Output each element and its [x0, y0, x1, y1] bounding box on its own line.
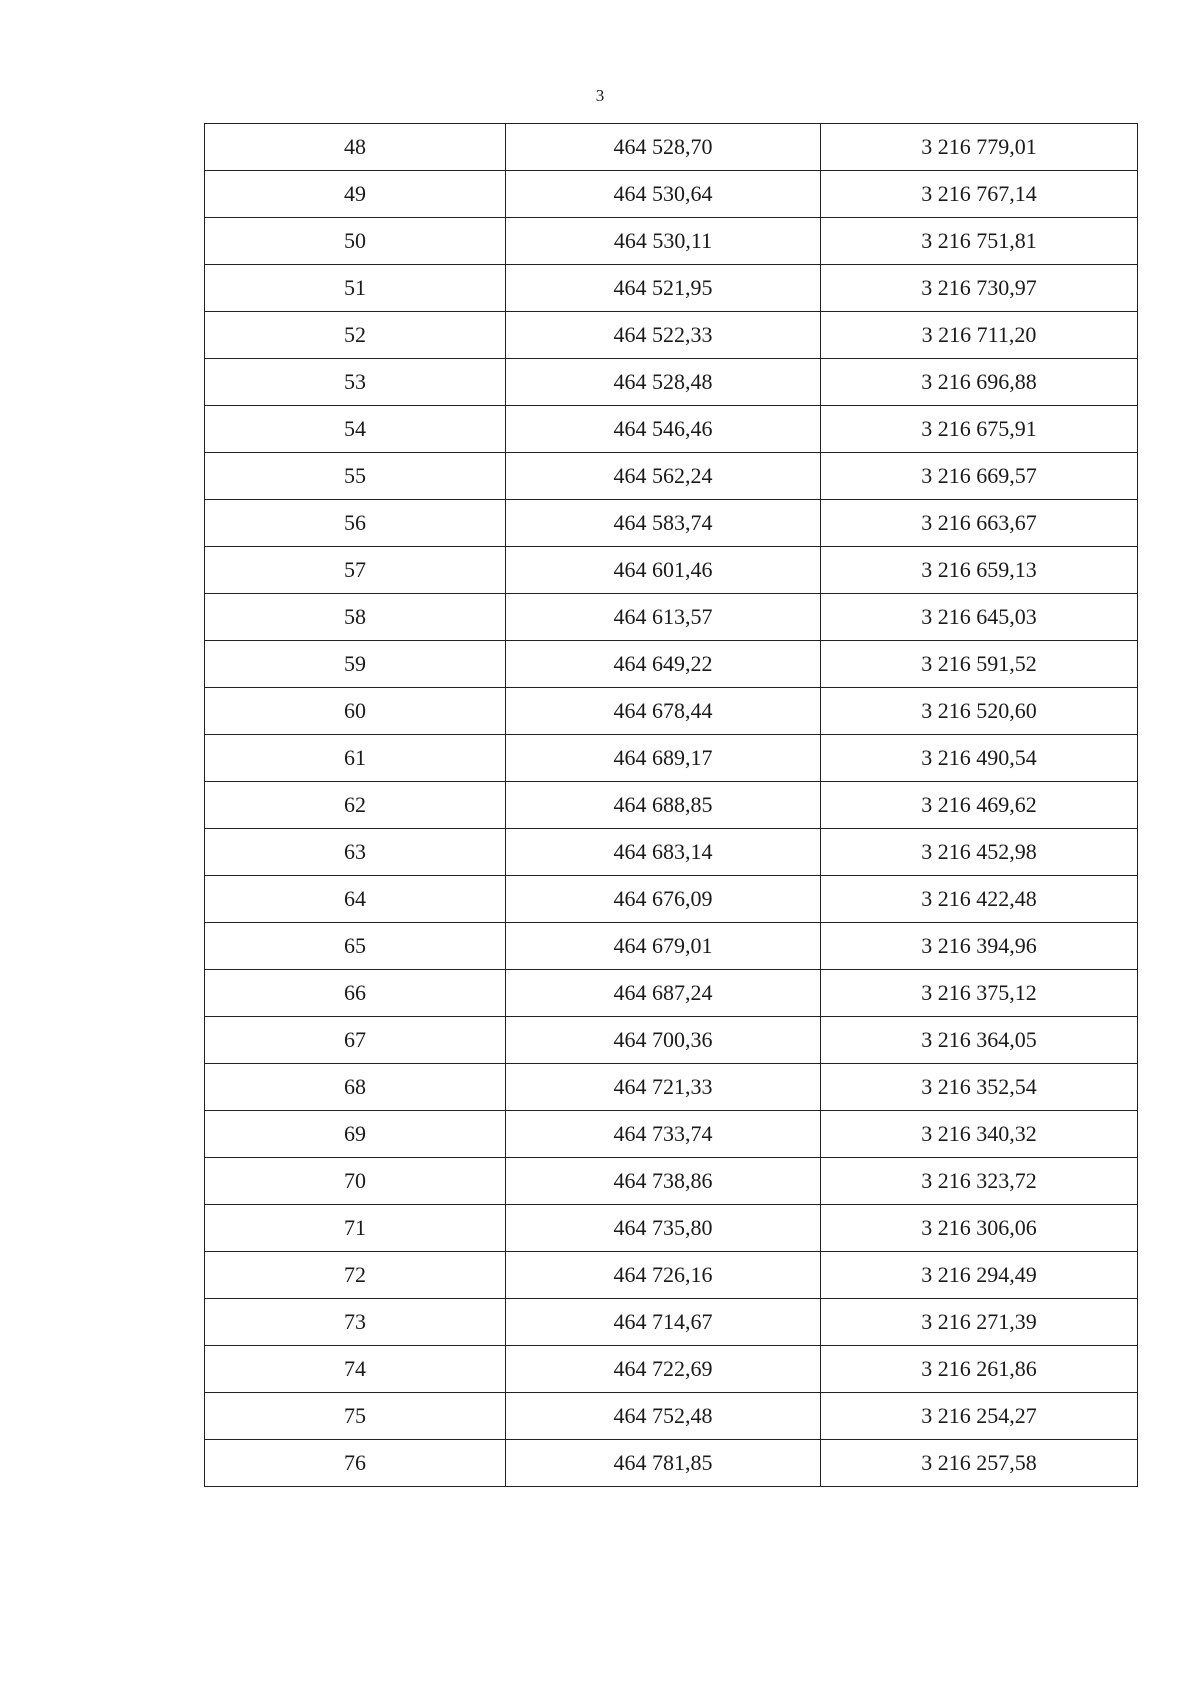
- table-row: [205, 171, 1138, 218]
- y-coordinate-cell: 3 216 730,97: [821, 265, 1138, 312]
- y-coordinate-cell: 3 216 364,05: [821, 1017, 1138, 1064]
- y-coordinate-cell: 3 216 711,20: [821, 312, 1138, 359]
- x-coordinate-cell: 464 530,11: [506, 218, 821, 265]
- x-coordinate-cell: 464 521,95: [506, 265, 821, 312]
- x-coordinate-cell: 464 714,67: [506, 1299, 821, 1346]
- table-row: [205, 1158, 1138, 1205]
- x-coordinate-cell: 464 735,80: [506, 1205, 821, 1252]
- y-coordinate-cell: 3 216 779,01: [821, 124, 1138, 171]
- point-number-cell: 60: [205, 688, 506, 735]
- table-row: [205, 1017, 1138, 1064]
- x-coordinate-cell: 464 562,24: [506, 453, 821, 500]
- coordinates-table: [204, 123, 1138, 1487]
- coordinates-table-body: [205, 124, 1138, 1487]
- y-coordinate-cell: 3 216 490,54: [821, 735, 1138, 782]
- table-row: [205, 641, 1138, 688]
- table-row: [205, 312, 1138, 359]
- table-row: [205, 1064, 1138, 1111]
- y-coordinate-cell: 3 216 751,81: [821, 218, 1138, 265]
- y-coordinate-cell: 3 216 663,67: [821, 500, 1138, 547]
- x-coordinate-cell: 464 700,36: [506, 1017, 821, 1064]
- table-row: [205, 594, 1138, 641]
- point-number-cell: 51: [205, 265, 506, 312]
- x-coordinate-cell: 464 649,22: [506, 641, 821, 688]
- point-number-cell: 50: [205, 218, 506, 265]
- point-number-cell: 64: [205, 876, 506, 923]
- x-coordinate-cell: 464 528,48: [506, 359, 821, 406]
- table-row: [205, 1252, 1138, 1299]
- table-row: [205, 265, 1138, 312]
- x-coordinate-cell: 464 530,64: [506, 171, 821, 218]
- point-number-cell: 69: [205, 1111, 506, 1158]
- x-coordinate-cell: 464 546,46: [506, 406, 821, 453]
- x-coordinate-cell: 464 528,70: [506, 124, 821, 171]
- point-number-cell: 73: [205, 1299, 506, 1346]
- point-number-cell: 56: [205, 500, 506, 547]
- table-row: [205, 735, 1138, 782]
- y-coordinate-cell: 3 216 422,48: [821, 876, 1138, 923]
- x-coordinate-cell: 464 781,85: [506, 1440, 821, 1487]
- y-coordinate-cell: 3 216 340,32: [821, 1111, 1138, 1158]
- point-number-cell: 76: [205, 1440, 506, 1487]
- y-coordinate-cell: 3 216 645,03: [821, 594, 1138, 641]
- table-row: [205, 829, 1138, 876]
- point-number-cell: 49: [205, 171, 506, 218]
- point-number-cell: 59: [205, 641, 506, 688]
- point-number-cell: 66: [205, 970, 506, 1017]
- y-coordinate-cell: 3 216 352,54: [821, 1064, 1138, 1111]
- y-coordinate-cell: 3 216 323,72: [821, 1158, 1138, 1205]
- y-coordinate-cell: 3 216 669,57: [821, 453, 1138, 500]
- y-coordinate-cell: 3 216 696,88: [821, 359, 1138, 406]
- point-number-cell: 53: [205, 359, 506, 406]
- table-row: [205, 1440, 1138, 1487]
- x-coordinate-cell: 464 683,14: [506, 829, 821, 876]
- table-row: [205, 500, 1138, 547]
- table-row: [205, 782, 1138, 829]
- table-row: [205, 1393, 1138, 1440]
- point-number-cell: 68: [205, 1064, 506, 1111]
- point-number-cell: 52: [205, 312, 506, 359]
- x-coordinate-cell: 464 721,33: [506, 1064, 821, 1111]
- point-number-cell: 74: [205, 1346, 506, 1393]
- point-number-cell: 48: [205, 124, 506, 171]
- x-coordinate-cell: 464 689,17: [506, 735, 821, 782]
- y-coordinate-cell: 3 216 261,86: [821, 1346, 1138, 1393]
- table-row: [205, 970, 1138, 1017]
- table-row: [205, 359, 1138, 406]
- x-coordinate-cell: 464 688,85: [506, 782, 821, 829]
- table-row: [205, 453, 1138, 500]
- y-coordinate-cell: 3 216 257,58: [821, 1440, 1138, 1487]
- point-number-cell: 55: [205, 453, 506, 500]
- y-coordinate-cell: 3 216 394,96: [821, 923, 1138, 970]
- table-row: [205, 876, 1138, 923]
- x-coordinate-cell: 464 679,01: [506, 923, 821, 970]
- y-coordinate-cell: 3 216 767,14: [821, 171, 1138, 218]
- point-number-cell: 70: [205, 1158, 506, 1205]
- table-row: [205, 547, 1138, 594]
- point-number-cell: 71: [205, 1205, 506, 1252]
- x-coordinate-cell: 464 583,74: [506, 500, 821, 547]
- point-number-cell: 72: [205, 1252, 506, 1299]
- y-coordinate-cell: 3 216 659,13: [821, 547, 1138, 594]
- x-coordinate-cell: 464 601,46: [506, 547, 821, 594]
- table-row: [205, 124, 1138, 171]
- table-row: [205, 1111, 1138, 1158]
- table-row: [205, 1205, 1138, 1252]
- x-coordinate-cell: 464 676,09: [506, 876, 821, 923]
- table-row: [205, 1346, 1138, 1393]
- y-coordinate-cell: 3 216 294,49: [821, 1252, 1138, 1299]
- point-number-cell: 58: [205, 594, 506, 641]
- x-coordinate-cell: 464 613,57: [506, 594, 821, 641]
- x-coordinate-cell: 464 726,16: [506, 1252, 821, 1299]
- x-coordinate-cell: 464 733,74: [506, 1111, 821, 1158]
- y-coordinate-cell: 3 216 375,12: [821, 970, 1138, 1017]
- x-coordinate-cell: 464 738,86: [506, 1158, 821, 1205]
- x-coordinate-cell: 464 752,48: [506, 1393, 821, 1440]
- point-number-cell: 75: [205, 1393, 506, 1440]
- y-coordinate-cell: 3 216 520,60: [821, 688, 1138, 735]
- table-row: [205, 923, 1138, 970]
- page-number: 3: [595, 86, 605, 105]
- table-row: [205, 1299, 1138, 1346]
- y-coordinate-cell: 3 216 306,06: [821, 1205, 1138, 1252]
- point-number-cell: 61: [205, 735, 506, 782]
- point-number-cell: 54: [205, 406, 506, 453]
- point-number-cell: 67: [205, 1017, 506, 1064]
- point-number-cell: 63: [205, 829, 506, 876]
- point-number-cell: 62: [205, 782, 506, 829]
- table-row: [205, 406, 1138, 453]
- y-coordinate-cell: 3 216 469,62: [821, 782, 1138, 829]
- x-coordinate-cell: 464 522,33: [506, 312, 821, 359]
- point-number-cell: 65: [205, 923, 506, 970]
- y-coordinate-cell: 3 216 271,39: [821, 1299, 1138, 1346]
- y-coordinate-cell: 3 216 254,27: [821, 1393, 1138, 1440]
- x-coordinate-cell: 464 722,69: [506, 1346, 821, 1393]
- x-coordinate-cell: 464 678,44: [506, 688, 821, 735]
- y-coordinate-cell: 3 216 452,98: [821, 829, 1138, 876]
- table-row: [205, 218, 1138, 265]
- y-coordinate-cell: 3 216 675,91: [821, 406, 1138, 453]
- y-coordinate-cell: 3 216 591,52: [821, 641, 1138, 688]
- x-coordinate-cell: 464 687,24: [506, 970, 821, 1017]
- point-number-cell: 57: [205, 547, 506, 594]
- table-row: [205, 688, 1138, 735]
